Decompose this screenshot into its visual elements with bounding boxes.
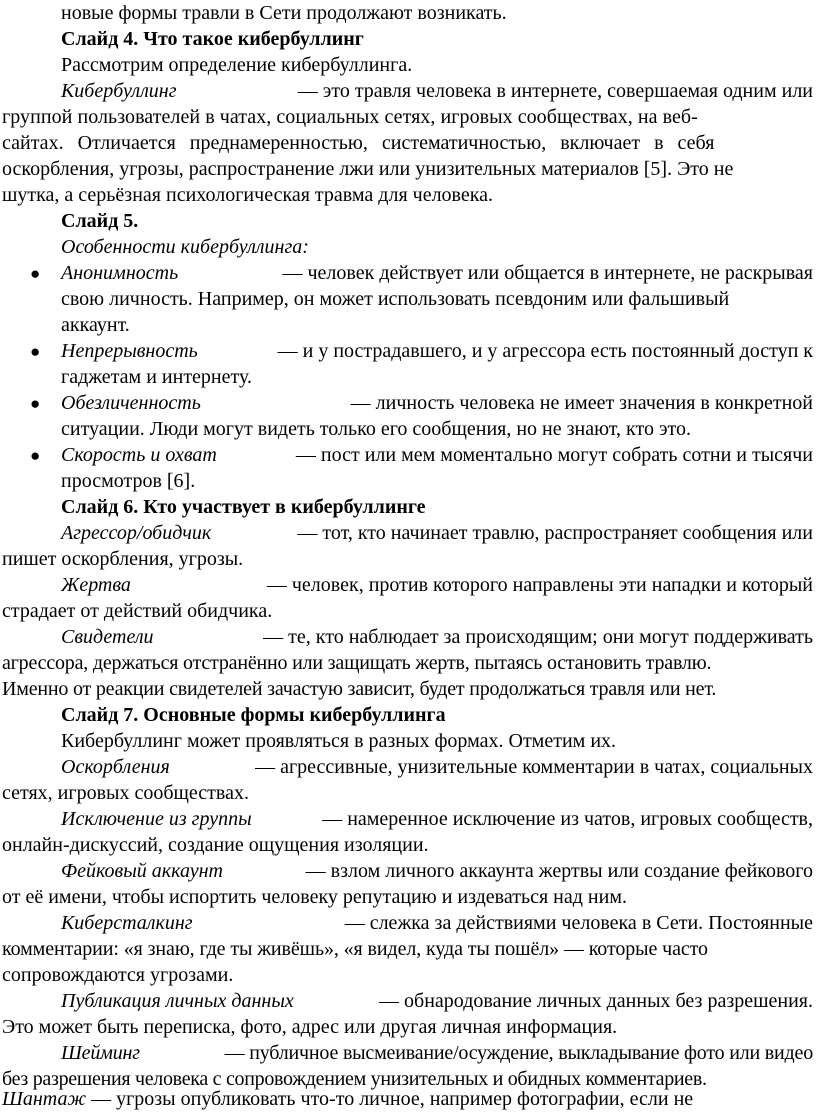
list-item: Анонимность — человек действует или общается в интернете, не раскрывая [61, 262, 813, 284]
text-line: агрессора, держаться отстранённо или защищать жертв, пытаясь остановить травлю. [2, 652, 712, 674]
text-line: Кибербуллинг может проявляться в разных формах. Отметим их. [61, 730, 617, 752]
text-line: Исключение из группы — намеренное исключение из чатов, игровых сообществ, [61, 808, 813, 830]
text-line: пишет оскорбления, угрозы. [2, 548, 244, 570]
text-line: свою личность. Например, он может использовать псевдоним или фальшивый [61, 288, 730, 310]
bullet-icon: ● [30, 446, 41, 465]
text-line: Именно от реакции свидетелей зачастую зависит, будет продолжаться травля или нет. [2, 678, 717, 700]
text-line: комментарии: «я знаю, где ты живёшь», «я видел, куда ты пошёл» — которые часто [2, 938, 708, 960]
text-line: сопровождаются угрозами. [2, 964, 234, 986]
text-line: Фейковый аккаунт — взлом личного аккаунта жертвы или создание фейкового [61, 860, 813, 882]
text-line: Свидетели — те, кто наблюдает за происходящим; они могут поддерживать [61, 626, 813, 648]
list-item: Обезличенность — личность человека не имеет значения в конкретной [61, 392, 813, 414]
text-line: гаджетам и интернету. [61, 366, 252, 388]
slide-5-heading: Слайд 5. [61, 210, 139, 232]
bullet-icon: ● [30, 342, 41, 361]
bullet-icon: ● [30, 394, 41, 413]
bullet-icon: ● [30, 264, 41, 283]
text-line: ситуации. Люди могут видеть только его сообщения, но не знают, кто это. [61, 418, 692, 440]
text-line: шутка, а серьёзная психологическая травма для человека. [2, 184, 494, 206]
text-line: онлайн-дискуссий, создание ощущения изоляции. [2, 834, 429, 856]
text-line: Оскорбления — агрессивные, унизительные комментарии в чатах, социальных [61, 756, 813, 778]
text-line: оскорбления, угрозы, распространение лжи или унизительных материалов [5]. Это не [2, 158, 734, 180]
text-line: аккаунт. [61, 314, 130, 336]
text-line: Жертва — человек, против которого направлены эти нападки и который [61, 574, 813, 596]
text-line: от её имени, чтобы испортить человеку репутацию и издеваться над ним. [2, 886, 627, 908]
text-line: группой пользователей в чатах, социальных сетях, игровых сообществах, на веб- [2, 106, 698, 128]
text-line: Это может быть переписка, фото, адрес или другая личная информация. [2, 1016, 618, 1038]
text-line: Киберсталкинг — слежка за действиями человека в Сети. Постоянные [61, 912, 813, 934]
list-item: Непрерывность — и у пострадавшего, и у агрессора есть постоянный доступ к [61, 340, 813, 362]
list-item: Скорость и охват — пост или мем моментально могут собрать сотни и тысячи [61, 444, 813, 466]
text-line: Кибербуллинг — это травля человека в интернете, совершаемая одним или [61, 80, 813, 102]
slide-7-heading: Слайд 7. Основные формы кибербуллинга [61, 704, 446, 726]
text-line: страдает от действий обидчика. [2, 600, 273, 622]
text-line: сайтах. Отличается преднамеренностью, систематичностью, включает в себя [2, 132, 715, 154]
text-line: без разрешения человека с сопровождением унизительных и обидных комментариев. [2, 1068, 707, 1090]
text-line: Шейминг — публичное высмеивание/осуждение, выкладывание фото или видео [61, 1042, 813, 1064]
text-line: просмотров [6]. [61, 470, 196, 492]
slide-6-heading: Слайд 6. Кто участвует в кибербуллинге [61, 496, 426, 518]
slide-4-heading: Слайд 4. Что такое кибербуллинг [61, 28, 364, 50]
text-line: новые формы травли в Сети продолжают возникать. [61, 2, 507, 24]
text-line: Рассмотрим определение кибербуллинга. [61, 54, 413, 76]
text-line: Публикация личных данных — обнародование личных данных без разрешения. [61, 990, 813, 1012]
text-line: Особенности кибербуллинга: [61, 236, 309, 258]
text-line: Агрессор/обидчик — тот, кто начинает травлю, распространяет сообщения или [61, 522, 813, 544]
text-line: сетях, игровых сообществах. [2, 782, 249, 804]
text-line: Шантаж — угрозы опубликовать что-то личное, например фотографии, если не [2, 1088, 694, 1110]
term-cyberbullying: Кибербуллинг [61, 80, 177, 102]
